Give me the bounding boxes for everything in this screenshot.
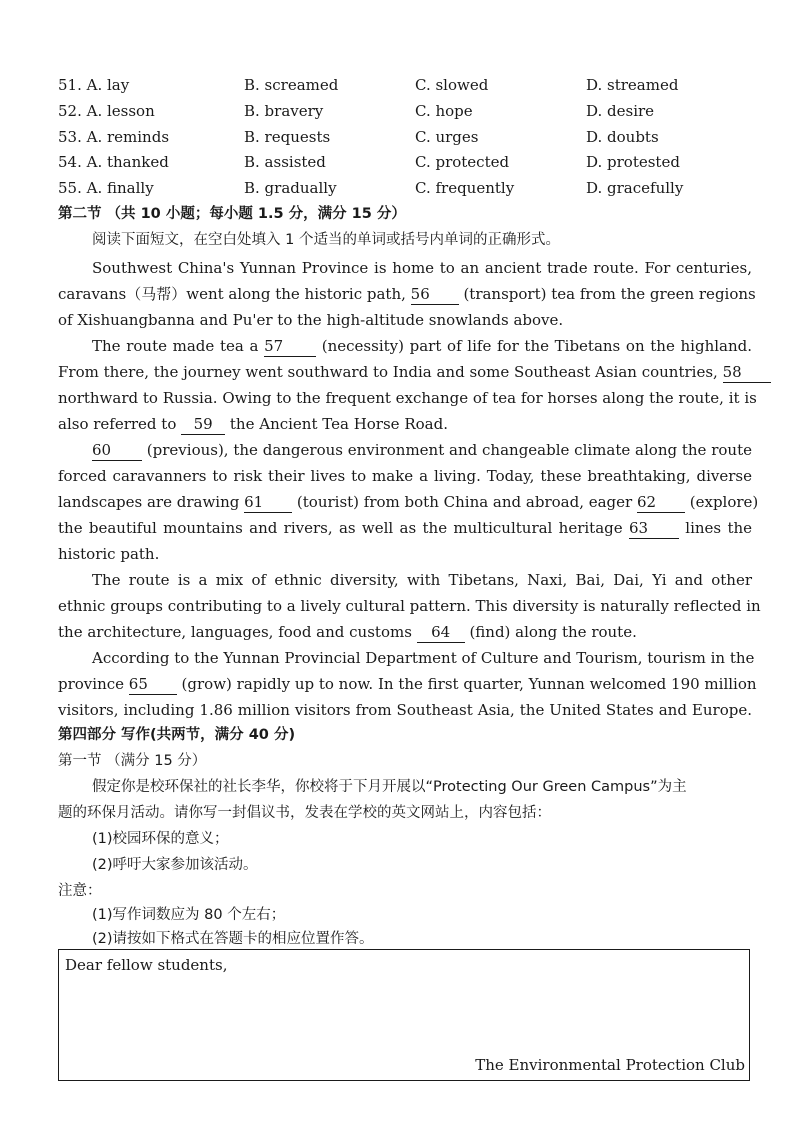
option-b: B. assisted — [244, 153, 326, 171]
option-c: C. hope — [415, 102, 473, 120]
option-c: C. protected — [415, 153, 510, 171]
option-d: D. desire — [586, 102, 655, 120]
option-b: B. gradually — [244, 179, 337, 197]
section-heading: 第二节 （共 10 小题；每小题 1.5 分，满分 15 分） — [58, 206, 406, 222]
note-item: (2)请按如下格式在答题卡的相应位置作答。 — [92, 931, 374, 947]
option-row-54 — [0, 149, 800, 175]
passage-line: visitors, including 1.86 million visitors from Southeast Asia, the United States and Europe. — [58, 701, 752, 719]
blank-65[interactable]: 65 — [129, 674, 177, 695]
passage-text: The route made tea a — [92, 337, 265, 355]
blank-64[interactable]: 64 — [417, 622, 465, 643]
letter-greeting: Dear fellow students, — [65, 956, 228, 974]
passage-text: From there, the journey went southward to India and some Southeast Asian countries, — [58, 363, 723, 381]
passage-text: lines the — [678, 519, 753, 537]
task-point: (2)呼吁大家参加该活动。 — [92, 857, 258, 873]
option-b: B. screamed — [244, 76, 339, 94]
passage-line: historic path. — [58, 545, 160, 563]
passage-line — [58, 619, 752, 645]
part-heading: 第四部分 写作(共两节，满分 40 分) — [58, 727, 296, 743]
passage-text: landscapes are drawing — [58, 493, 245, 511]
passage-line: forced caravanners to risk their lives to make a living. Today, these breathtaking, diverse — [58, 467, 752, 485]
answer-box[interactable] — [58, 949, 750, 1081]
passage-line: ethnic groups contributing to a lively cultural pattern. This diversity is naturally reflected in — [58, 597, 761, 615]
passage-text: (explore) — [684, 493, 759, 511]
blank-57[interactable]: 57 — [264, 336, 316, 357]
passage-line — [58, 359, 752, 385]
blank-60[interactable]: 60 — [92, 440, 142, 461]
passage-text: (transport) tea from the green regions — [458, 285, 756, 303]
blank-62[interactable]: 62 — [637, 492, 685, 513]
passage-line: Southwest China's Yunnan Province is home to an ancient trade route. For centuries, — [92, 259, 752, 277]
passage-text: (grow) rapidly up to now. In the first quarter, Yunnan welcomed 190 million — [176, 675, 757, 693]
option-row-55 — [0, 175, 800, 201]
option-d: D. gracefully — [586, 179, 684, 197]
option-b: B. requests — [244, 128, 331, 146]
passage-line — [58, 515, 752, 541]
passage-text: (tourist) from both China and abroad, eager — [292, 493, 637, 511]
passage-text: (necessity) part of life for the Tibetans on the highland. — [316, 337, 753, 355]
passage-text: caravans（马帮）went along the historic path, — [58, 285, 411, 303]
option-a: 54. A. thanked — [58, 153, 169, 171]
sub-heading: 第一节 （满分 15 分） — [58, 753, 207, 769]
blank-59[interactable]: 59 — [181, 414, 225, 435]
blank-58[interactable]: 58 — [723, 362, 771, 383]
task-text: 题的环保月活动。请你写一封倡议书，发表在学校的英文网站上，内容包括： — [58, 805, 551, 821]
passage-line — [92, 333, 752, 359]
passage-line — [92, 437, 752, 463]
passage-text: province — [58, 675, 129, 693]
task-point: (1)校园环保的意义； — [92, 831, 229, 847]
option-d: D. protested — [586, 153, 680, 171]
option-row-52 — [0, 98, 800, 124]
passage-line — [58, 411, 752, 437]
passage-text: (find) along the route. — [464, 623, 637, 641]
note-label: 注意： — [58, 883, 102, 899]
blank-61[interactable]: 61 — [244, 492, 292, 513]
note-item: (1)写作词数应为 80 个左右； — [92, 907, 286, 923]
blank-63[interactable]: 63 — [629, 518, 679, 539]
passage-text: the architecture, languages, food and customs — [58, 623, 417, 641]
task-text: 假定你是校环保社的社长李华，你校将于下月开展以“Protecting Our Green Campus”为主 — [92, 779, 687, 795]
passage-line: According to the Yunnan Provincial Department of Culture and Tourism, tourism in the — [92, 649, 755, 667]
passage-line: northward to Russia. Owing to the frequent exchange of tea for horses along the route, it is — [58, 389, 757, 407]
option-d: D. streamed — [586, 76, 679, 94]
passage-text: the beautiful mountains and rivers, as well as the multicultural heritage — [58, 519, 629, 537]
passage-line — [58, 281, 756, 307]
passage-text: also referred to — [58, 415, 182, 433]
passage-text: the Ancient Tea Horse Road. — [225, 415, 448, 433]
option-b: B. bravery — [244, 102, 324, 120]
section-instruction: 阅读下面短文，在空白处填入 1 个适当的单词或括号内单词的正确形式。 — [92, 232, 560, 248]
option-a: 53. A. reminds — [58, 128, 170, 146]
passage-line: The route is a mix of ethnic diversity, with Tibetans, Naxi, Bai, Dai, Yi and other — [92, 571, 752, 589]
passage-text: (previous), the dangerous environment and changeable climate along the route — [142, 441, 752, 459]
option-row-51 — [0, 72, 800, 98]
passage-line — [58, 671, 757, 697]
option-row-53 — [0, 124, 800, 150]
passage-line: of Xishuangbanna and Pu'er to the high-altitude snowlands above. — [58, 311, 564, 329]
option-a: 52. A. lesson — [58, 102, 155, 120]
passage-line — [58, 489, 759, 515]
option-c: C. frequently — [415, 179, 515, 197]
option-d: D. doubts — [586, 128, 659, 146]
option-a: 51. A. lay — [58, 76, 130, 94]
blank-56[interactable]: 56 — [411, 284, 459, 305]
option-c: C. slowed — [415, 76, 489, 94]
letter-signature: The Environmental Protection Club — [475, 1056, 745, 1074]
option-a: 55. A. finally — [58, 179, 154, 197]
option-c: C. urges — [415, 128, 479, 146]
